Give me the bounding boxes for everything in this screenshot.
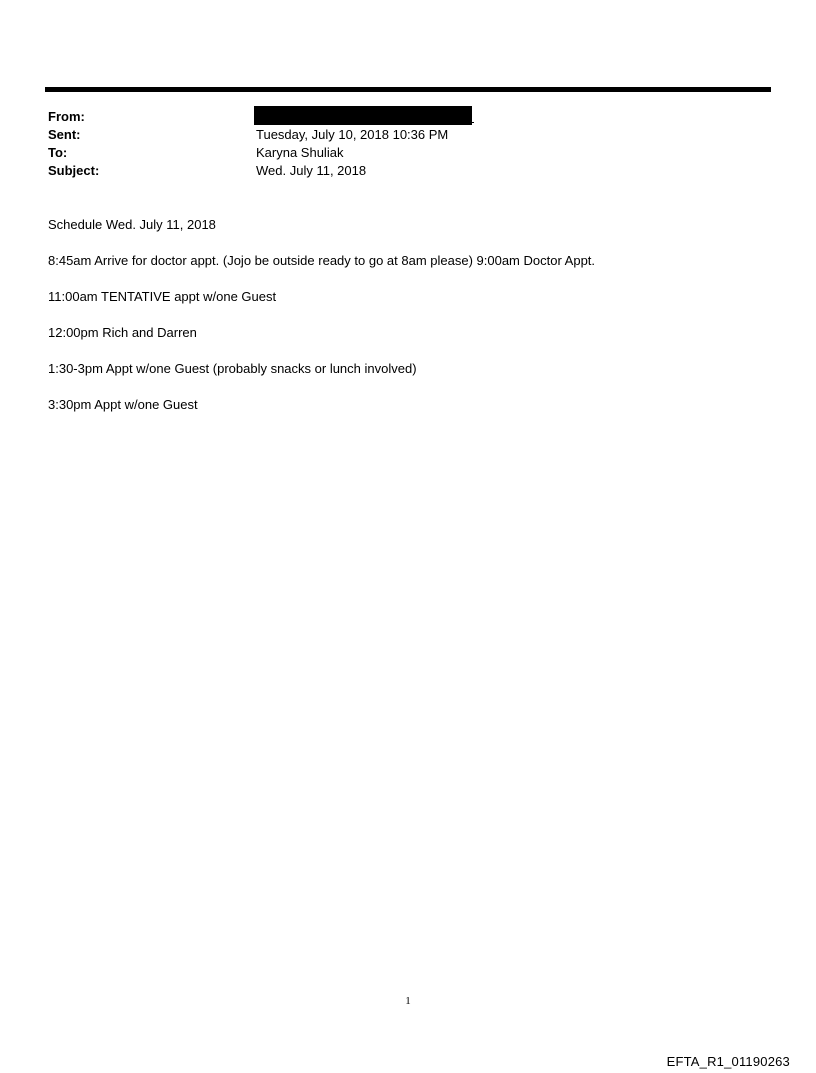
from-label: From: <box>48 109 85 124</box>
email-header <box>48 108 608 180</box>
redaction-block <box>254 106 472 125</box>
sent-row <box>48 126 608 144</box>
schedule-entry: 12:00pm Rich and Darren <box>48 325 197 340</box>
subject-row <box>48 162 608 180</box>
schedule-title: Schedule Wed. July 11, 2018 <box>48 217 216 232</box>
schedule-entry: 8:45am Arrive for doctor appt. (Jojo be outside ready to go at 8am please) 9:00am Doctor Appt. <box>48 253 596 268</box>
subject-label: Subject: <box>48 163 100 178</box>
email-body <box>48 216 768 432</box>
to-value: Karyna Shuliak <box>256 145 344 160</box>
schedule-entry: 1:30-3pm Appt w/one Guest (probably snacks or lunch involved) <box>48 361 417 376</box>
from-row <box>48 108 608 126</box>
schedule-entry: 11:00am TENTATIVE appt w/one Guest <box>48 289 277 304</box>
sent-value: Tuesday, July 10, 2018 10:36 PM <box>256 127 449 142</box>
schedule-entry: 3:30pm Appt w/one Guest <box>48 397 198 412</box>
to-label: To: <box>48 145 68 160</box>
to-row <box>48 144 608 162</box>
bates-number: EFTA_R1_01190263 <box>666 1054 790 1069</box>
sent-label: Sent: <box>48 127 81 142</box>
page-number: 1 <box>405 995 411 1007</box>
header-divider <box>45 87 771 92</box>
subject-value: Wed. July 11, 2018 <box>256 163 367 178</box>
